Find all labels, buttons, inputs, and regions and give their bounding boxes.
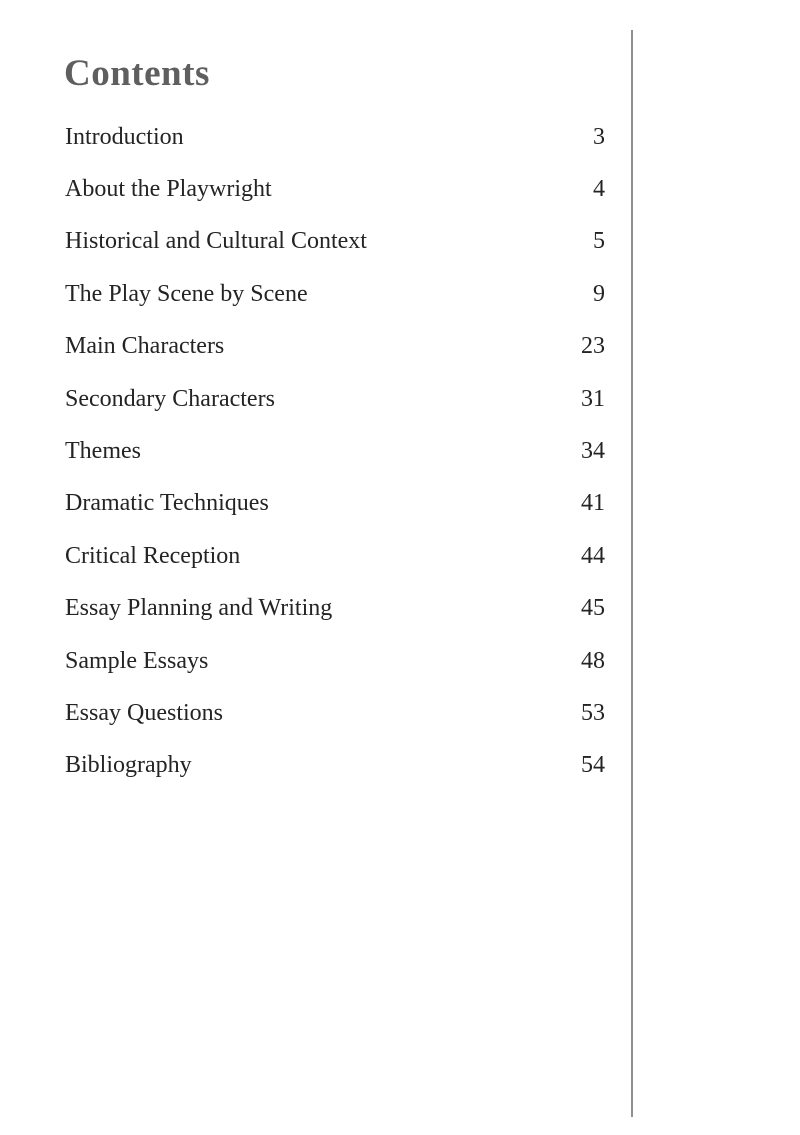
toc-entry bbox=[65, 373, 605, 425]
toc-entry-label: Bibliography bbox=[65, 752, 192, 779]
toc-entry bbox=[65, 530, 605, 582]
toc-entry-page-number: 9 bbox=[593, 280, 605, 307]
toc-entry-page-number: 44 bbox=[581, 542, 605, 569]
toc-entry-label: Historical and Cultural Context bbox=[65, 228, 367, 255]
toc-entry bbox=[65, 583, 605, 635]
toc-entry-page-number: 48 bbox=[581, 647, 605, 674]
toc-entry-label: Critical Reception bbox=[65, 542, 241, 569]
toc-entry-page-number: 31 bbox=[581, 385, 605, 412]
toc-entry bbox=[65, 268, 605, 320]
toc-entry-page-number: 54 bbox=[581, 752, 605, 779]
toc-entry-label: Essay Planning and Writing bbox=[65, 595, 333, 622]
toc-entry-label: About the Playwright bbox=[65, 176, 272, 203]
toc-entry-label: Sample Essays bbox=[65, 647, 209, 674]
toc-entry bbox=[65, 740, 605, 792]
toc-entry-label: The Play Scene by Scene bbox=[65, 280, 308, 307]
page-edge-divider bbox=[631, 30, 633, 1117]
toc-entry-page-number: 34 bbox=[581, 438, 605, 465]
toc-entry-label: Main Characters bbox=[65, 333, 225, 360]
toc-entry-page-number: 23 bbox=[581, 333, 605, 360]
toc-entry-label: Themes bbox=[65, 438, 141, 465]
page-title: Contents bbox=[64, 53, 210, 94]
toc-entry-page-number: 41 bbox=[581, 490, 605, 517]
toc-entry bbox=[65, 111, 605, 163]
toc-entry-label: Introduction bbox=[65, 123, 184, 150]
toc-entry bbox=[65, 478, 605, 530]
toc-entry-page-number: 45 bbox=[581, 595, 605, 622]
toc-entry bbox=[65, 216, 605, 268]
toc-entry-page-number: 3 bbox=[593, 123, 605, 150]
toc-entry bbox=[65, 321, 605, 373]
toc-entry-page-number: 5 bbox=[593, 228, 605, 255]
table-of-contents bbox=[65, 111, 605, 792]
toc-entry bbox=[65, 425, 605, 477]
toc-entry-label: Secondary Characters bbox=[65, 385, 275, 412]
toc-entry bbox=[65, 163, 605, 215]
toc-entry-page-number: 53 bbox=[581, 699, 605, 726]
toc-entry bbox=[65, 635, 605, 687]
toc-entry bbox=[65, 687, 605, 739]
toc-entry-page-number: 4 bbox=[593, 176, 605, 203]
toc-entry-label: Dramatic Techniques bbox=[65, 490, 269, 517]
toc-entry-label: Essay Questions bbox=[65, 699, 223, 726]
